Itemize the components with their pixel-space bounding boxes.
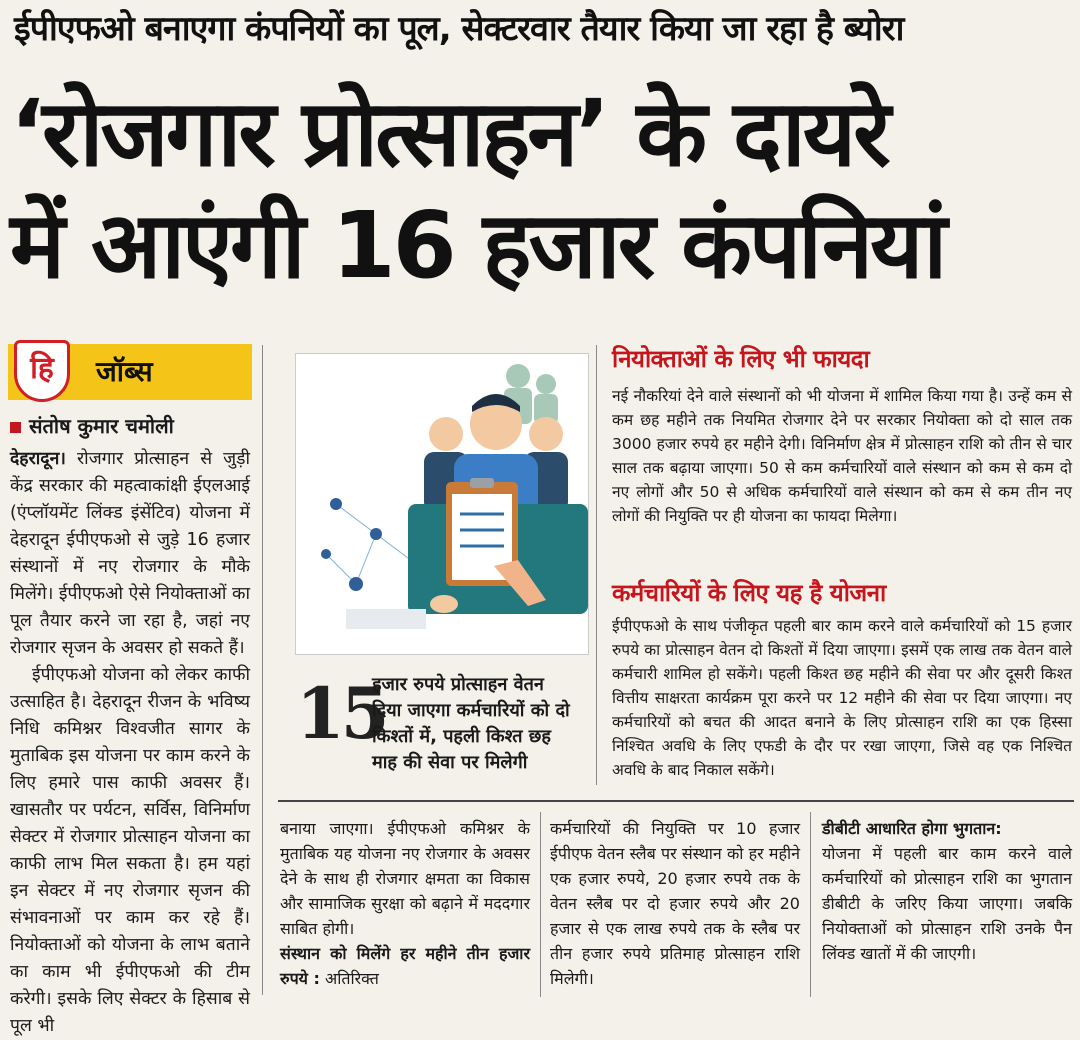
illustration-image	[295, 353, 589, 655]
main-headline-line2: में आएंगी 16 हजार कंपनियां	[10, 192, 945, 299]
paragraph: योजना में पहली बार काम करने वाले कर्मचारियों को प्रोत्साहन राशि का भुगतान डीबीटी के जरिए किया जाएगा। जबकि नियोक्ताओं को प्रोत्साहन राशि उनके पैन लिंक्ड खातों में की जाएगी।	[822, 844, 1072, 963]
subhead: डीबीटी आधारित होगा भुगतान:	[822, 819, 1002, 838]
kicker-headline: ईपीएफओ बनाएगा कंपनियों का पूल, सेक्टरवार तैयार किया जा रहा है ब्योरा	[14, 9, 904, 49]
article-column-3	[550, 816, 800, 991]
paragraph	[822, 816, 1072, 841]
callout-text: हजार रुपये प्रोत्साहन वेतन दिया जाएगा कर्मचारियों को दो किश्तों में, पहली किश्त छह माह की सेवा पर मिलेगी	[372, 674, 570, 773]
paragraph: ईपीएफओ योजना को लेकर काफी उत्साहित है। देहरादून रीजन के भविष्य निधि कमिश्नर विश्वजीत सागर के मुताबिक इस योजना पर काम करने के लिए हमारे पास काफी अवसर हैं। खासतौर पर पर्यटन, सर्विस, विनिर्माण सेक्टर में रोजगार प्रोत्साहन योजना का काफी लाभ मिल सकता है। हम यहां इन सेक्टर में नए रोजगार सृजन की संभावनाओं पर काम कर रहे हैं। नियोक्ताओं को योजना के लाभ बताने का काम भी ईपीएफओ की टीम करेगी। इसके लिए सेक्टर के हिसाब से पूल भी	[10, 665, 250, 1036]
subhead: संस्थान को मिलेंगे हर महीने तीन हजार रुपये :	[280, 944, 530, 988]
paragraph	[280, 941, 530, 991]
article-column-2	[280, 816, 530, 991]
callout-number: 15	[296, 672, 386, 755]
author-name: संतोष कुमार चमोली	[29, 414, 174, 438]
article-column-4	[822, 816, 1072, 966]
paragraph: कर्मचारियों की नियुक्ति पर 10 हजार ईपीएफ वेतन स्लैब पर संस्थान को हर महीने एक हजार रुपये, 20 हजार रुपये तक के वेतन स्लैब पर दो हजार रुपये और 20 हजार से एक लाख रुपये तक के स्लैब पर तीन हजार रुपये प्रतिमाह प्रोत्साहन राशि मिलेगी।	[550, 819, 800, 988]
byline	[10, 412, 174, 439]
paragraph	[10, 446, 250, 662]
paragraph-text: रोजगार प्रोत्साहन से जुड़ी केंद्र सरकार की महत्वाकांक्षी ईएलआई (एंप्लॉयमेंट लिंक्ड इंसेंटिव) योजना में देहरादून ईपीएफओ से जुड़े 16 हजार संस्थानों में नए रोजगार के मौके मिलेंगे। ईपीएफओ ऐसे नियोक्ताओं का पूल तैयार करने जा रहा है, जहां नए रोजगार सृजन के अवसर हो सकते हैं।	[10, 449, 250, 658]
horizontal-divider	[278, 800, 1074, 802]
dateline: देहरादून।	[10, 449, 66, 469]
section-label: जॉब्स	[96, 355, 153, 388]
main-headline-line1: ‘रोजगार प्रोत्साहन’ के दायरे	[10, 80, 888, 187]
box2-title: कर्मचारियों के लिए यह है योजना	[612, 579, 886, 607]
column-divider	[810, 812, 811, 997]
bullet-square-icon	[10, 422, 21, 433]
box1-body: नई नौकरियां देने वाले संस्थानों को भी योजना में शामिल किया गया है। उन्हें कम से कम छह महीने तक नियमित रोजगार देने पर सरकार नियोक्ता को दो साल तक 3000 हजार रुपये हर महीने देगी। विनिर्माण क्षेत्र में प्रोत्साहन राशि को तीन से चार साल तक बढ़ाया जाएगा। 50 से कम कर्मचारियों वाले संस्थान को कम से कम दो नए लोगों और 50 से अधिक कर्मचारियों वाले संस्थान को कम से कम तीन नए लोगों की नियुक्ति पर ही योजना का फायदा मिलेगा।	[612, 387, 1072, 525]
paragraph-text: अतिरिक्त	[325, 969, 379, 988]
box2-body: ईपीएफओ के साथ पंजीकृत पहली बार काम करने वाले कर्मचारियों को 15 हजार रुपये का प्रोत्साहन वेतन दो किश्तों में दिया जाएगा। इसमें एक लाख तक वेतन वाले कर्मचारी शामिल हो सकेंगे। पहली किश्त छह महीने की सेवा पर और दूसरी किश्त वित्तीय साक्षरता कार्यक्रम पूरा करने पर 12 महीने की सेवा पर दिया जाएगा। नए कर्मचारियों को बचत की आदत बनाने के लिए प्रोत्साहन राशि का एक हिस्सा निश्चित अवधि के लिए एफडी के दौर पर रखा जाएगा, जिसे वह एक निश्चित अवधि के बाद निकाल सकेंगे।	[612, 617, 1072, 779]
column-divider	[596, 345, 597, 785]
business-people-clipboard-illustration	[296, 354, 588, 654]
column-divider	[262, 345, 263, 995]
newspaper-logo-icon: हि	[14, 340, 70, 402]
box1-title: नियोक्ताओं के लिए भी फायदा	[612, 345, 870, 373]
paragraph: बनाया जाएगा। ईपीएफओ कमिश्नर के मुताबिक यह योजना नए रोजगार के अवसर देने के साथ ही रोजगार क्षमता का विकास और सामाजिक सुरक्षा को बढ़ाने में मददगार साबित होगी।	[280, 819, 530, 938]
column-divider	[540, 812, 541, 997]
article-column-1	[10, 446, 250, 1040]
